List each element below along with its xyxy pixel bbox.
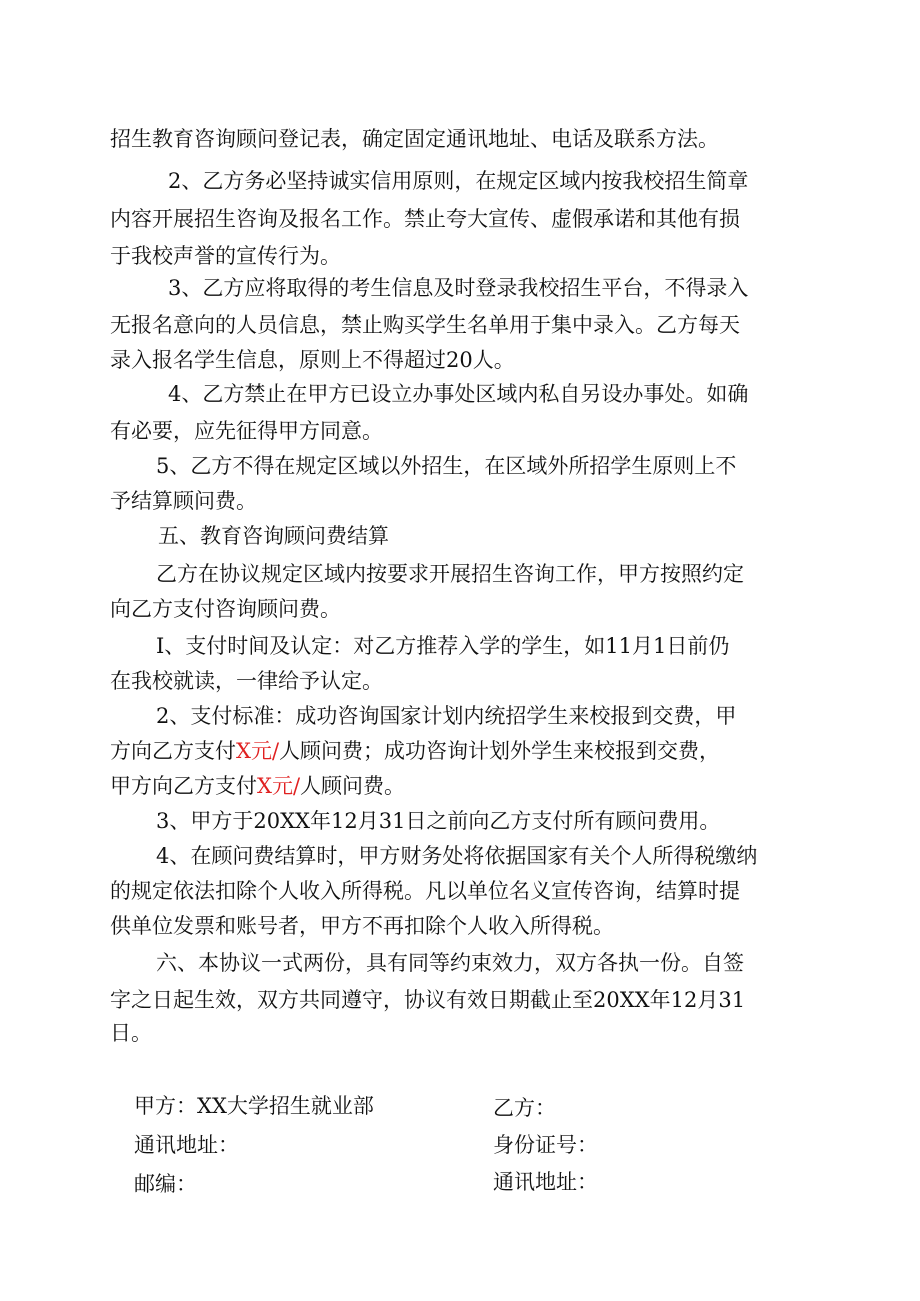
line-text: 乙方在协议规定区域内按要求开展招生咨询工作，甲方按照约定 xyxy=(156,562,744,586)
line-text: 人顾问费；成功咨询计划外学生来校报到交费， xyxy=(279,739,721,763)
body-line xyxy=(110,732,815,770)
line-text: 人顾问费。 xyxy=(300,774,406,798)
line-text: 向乙方支付咨询顾问费。 xyxy=(110,597,341,621)
body-line xyxy=(110,1014,815,1052)
fee-amount-placeholder: X元/ xyxy=(257,774,301,798)
party-b-id-number: 身份证号： xyxy=(493,1133,598,1157)
body-line xyxy=(156,555,815,593)
line-text: 3、甲方于20XX年12月31日之前向乙方支付所有顾问费用。 xyxy=(156,809,721,833)
body-line xyxy=(110,907,815,945)
line-text: 日。 xyxy=(110,1021,152,1045)
party-a-name: 甲方：XX大学招生就业部 xyxy=(134,1094,374,1118)
party-a-postcode: 邮编： xyxy=(134,1172,197,1196)
line-text: 五、教育咨询顾问费结算 xyxy=(158,524,389,548)
body-line xyxy=(156,802,815,840)
line-text: 方向乙方支付 xyxy=(110,739,236,763)
body-line xyxy=(156,697,815,735)
line-text: 有必要，应先征得甲方同意。 xyxy=(110,419,383,443)
line-text: 3、乙方应将取得的考生信息及时登录我校招生平台，不得录入 xyxy=(168,276,749,300)
body-line xyxy=(110,341,815,379)
body-line xyxy=(110,412,815,450)
party-a-address: 通讯地址： xyxy=(134,1133,239,1157)
body-line xyxy=(110,662,815,700)
line-text: 5、乙方不得在规定区域以外招生，在区域外所招学生原则上不 xyxy=(156,454,737,478)
line-text: 4、乙方禁止在甲方已设立办事处区域内私自另设办事处。如确 xyxy=(168,382,749,406)
line-text: 招生教育咨询顾问登记表，确定固定通讯地址、电话及联系方法。 xyxy=(110,127,719,151)
body-line xyxy=(168,269,815,307)
line-text: 录入报名学生信息，原则上不得超过20人。 xyxy=(110,348,515,372)
line-text: 甲方向乙方支付 xyxy=(110,774,257,798)
line-text: 2、支付标准：成功咨询国家计划内统招学生来校报到交费，甲 xyxy=(156,704,737,728)
body-line xyxy=(110,306,815,344)
body-line xyxy=(156,837,815,875)
body-line xyxy=(110,590,815,628)
line-text: 2、乙方务必坚持诚实信用原则，在规定区域内按我校招生简章 xyxy=(168,169,749,193)
line-text: 在我校就读，一律给予认定。 xyxy=(110,669,383,693)
body-line xyxy=(110,120,815,158)
body-line xyxy=(110,482,815,520)
body-line xyxy=(156,447,815,485)
body-line xyxy=(168,162,815,200)
body-line xyxy=(110,872,815,910)
body-line xyxy=(110,200,815,238)
line-text: I、支付时间及认定：对乙方推荐入学的学生，如11月1日前仍 xyxy=(156,634,730,658)
line-text: 六、本协议一式两份，具有同等约束效力，双方各执一份。自签 xyxy=(156,951,744,975)
party-b-address: 通讯地址： xyxy=(493,1170,598,1194)
body-line xyxy=(168,375,815,413)
party-b-name: 乙方： xyxy=(493,1096,556,1120)
body-line xyxy=(156,627,815,665)
line-text: 无报名意向的人员信息，禁止购买学生名单用于集中录入。乙方每天 xyxy=(110,313,740,337)
line-text: 供单位发票和账号者，甲方不再扣除个人收入所得税。 xyxy=(110,914,614,938)
line-text: 于我校声誉的宣传行为。 xyxy=(110,244,341,268)
fee-amount-placeholder: X元/ xyxy=(236,739,280,763)
line-text: 内容开展招生咨询及报名工作。禁止夸大宣传、虚假承诺和其他有损 xyxy=(110,207,740,231)
line-text: 4、在顾问费结算时，甲方财务处将依据国家有关个人所得税缴纳 xyxy=(156,844,758,868)
line-text: 予结算顾问费。 xyxy=(110,489,257,513)
body-line xyxy=(110,767,815,805)
section-heading xyxy=(158,517,815,555)
body-line xyxy=(156,944,815,982)
line-text: 的规定依法扣除个人收入所得税。凡以单位名义宣传咨询，结算时提 xyxy=(110,879,740,903)
line-text: 字之日起生效，双方共同遵守，协议有效日期截止至20XX年12月31 xyxy=(110,988,746,1012)
